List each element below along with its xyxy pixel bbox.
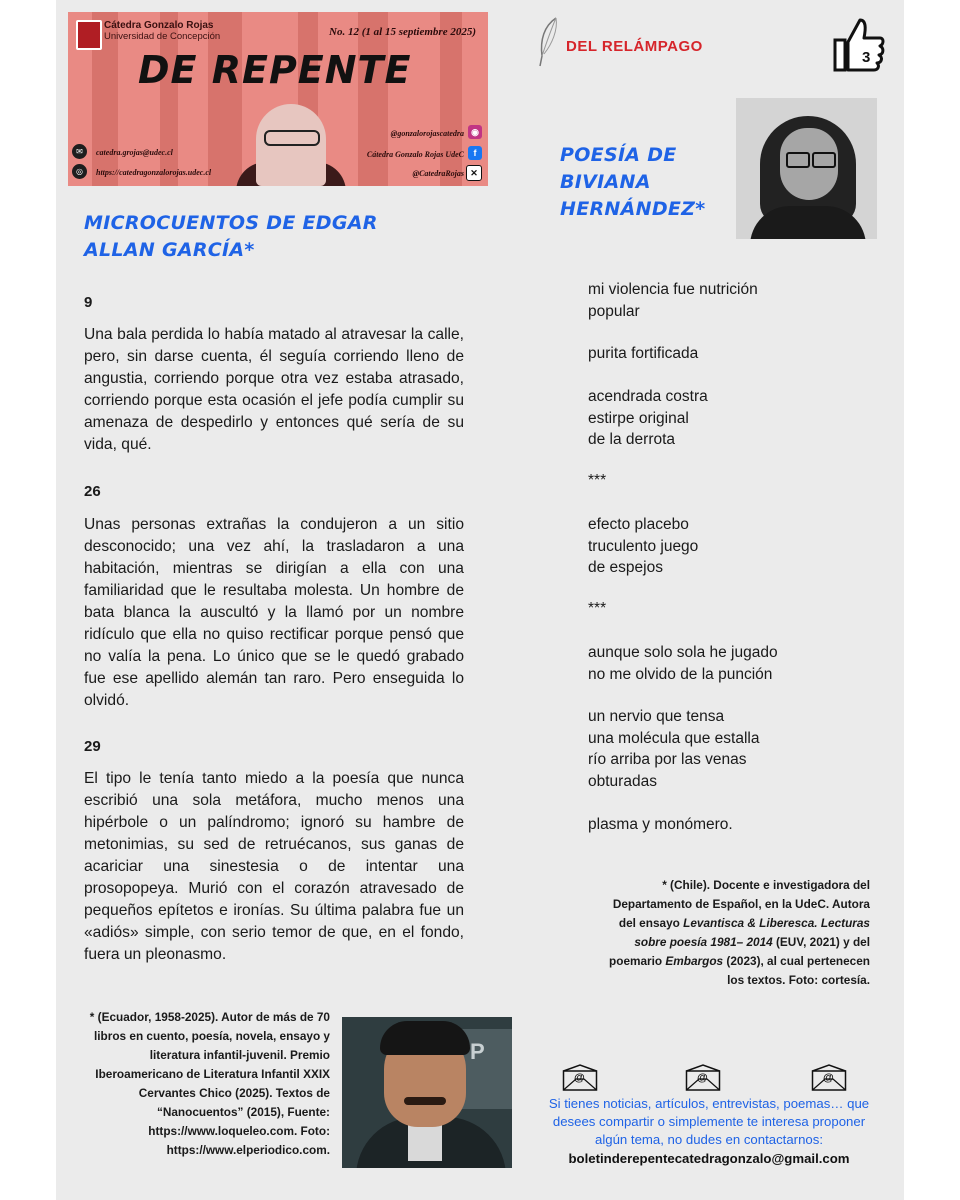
globe-icon: ◎ xyxy=(72,164,87,179)
section-label: DEL RELÁMPAGO xyxy=(566,38,703,55)
note-line: * (Chile). Docente e investigadora del xyxy=(662,878,870,892)
portrait-glasses xyxy=(264,130,320,146)
tree-trunk xyxy=(358,12,388,186)
contact-invitation: Si tienes noticias, artículos, entrevistas, poemas… que desees compartir o simplemente te interesa proponer algún tema, no dudes en contactarnos: xyxy=(548,1096,870,1147)
story-text: El tipo le tenía tanto miedo a la poesía que nunca escribió una sola metáfora, mucho menos una hipérbole o un palíndromo; ignoró su hambre de metonimias, su sed de retruécanos, sus ganas de acariciar una sinestesia o de intentar una prosopopeya. Murió con el corazón atravesado de pequeños epítetos e ironías. Su última palabra fue un «adiós» simple, con serio temor de que, en el fondo, fuera un pleonasmo. xyxy=(84,770,464,963)
mail-icon xyxy=(562,1064,598,1092)
note-line: Departamento de Español, en la UdeC. Autora xyxy=(612,897,870,911)
poem-stanza: mi violencia fue nutrición popular xyxy=(588,281,758,320)
poem-separator: *** xyxy=(588,472,607,489)
title-line: BIVIANA xyxy=(560,171,651,193)
note-book-title: Embargos xyxy=(665,954,724,968)
note-book-title: Levantisca & Liberesca. Lecturas xyxy=(683,916,870,930)
instagram-icon[interactable]: ◉ xyxy=(468,125,482,139)
poem-stanza: efecto placebo truculento juego de espejos xyxy=(588,516,699,576)
note-book-title: sobre poesía 1981– 2014 xyxy=(634,935,773,949)
title-line: POESÍA DE xyxy=(560,144,677,166)
story-number: 9 xyxy=(84,294,93,311)
mail-at-glyph: @ xyxy=(697,1072,708,1084)
story-number: 29 xyxy=(84,738,101,755)
email-icon: ✉ xyxy=(72,144,87,159)
author-photo-garcia xyxy=(342,1017,512,1168)
tree-trunk xyxy=(440,12,462,186)
issue-number: No. 12 (1 al 15 septiembre 2025) xyxy=(329,26,476,38)
photo-mustache xyxy=(404,1097,446,1105)
author-note-garcia: * (Ecuador, 1958-2025). Autor de más de 70 libros en cuento, poesía, novela, ensayo y literatura infantil-juvenil. Premio Iberoamericano de Literatura Infantil XXIX Cervantes Chico (2025). Textos de “Nanocuentos” (2015), Fuente: https://www.loqueleo.com. Foto: https://www.elperiodico.com. xyxy=(89,1010,330,1157)
mail-at-glyph: @ xyxy=(574,1072,585,1084)
note-line: del ensayo xyxy=(618,916,684,930)
photo-backdrop-text: P xyxy=(470,1039,485,1064)
note-line: los textos. Foto: cortesía. xyxy=(727,973,870,987)
header-banner xyxy=(68,12,488,186)
photo-glasses-right xyxy=(812,152,836,168)
note-line: (EUV, 2021) y del xyxy=(772,935,870,949)
institution-name: Cátedra Gonzalo Rojas xyxy=(104,20,214,31)
story-text: Unas personas extrañas la condujeron a un sitio desconocido; una vez ahí, la trasladaron a una habitación, mientras se dirigían a ella con una familiaridad que le resultaba molesta. Un hombre de bata blanca la auscultó y la llamó por un nombre ridículo que ella no quiso rectificar porque pensó que no valía la pena. Lo único que se le quedó grabado fue ese apellido alemán tan raro. Pero enseguida lo olvidó. xyxy=(84,516,464,709)
feather-icon xyxy=(536,16,560,68)
header-email[interactable]: catedra.grojas@udec.cl xyxy=(96,148,173,157)
institution-block xyxy=(104,20,220,42)
story-text: Una bala perdida lo había matado al atravesar la calle, pero, sin darse cuenta, él seguía corriendo lleno de angustia, corriendo porque otra vez estaba atrasado, corriendo porque esta ocasión el jefe podía cumplir su amenaza de despedirlo y entonces qué sería de su vida, qué. xyxy=(84,326,464,453)
bulletin-title: DE REPENTE xyxy=(138,48,412,92)
microcuentos-title xyxy=(84,210,378,264)
story-number: 26 xyxy=(84,483,101,500)
poesia-title xyxy=(560,142,705,223)
mail-icon xyxy=(685,1064,721,1092)
contact-email[interactable]: boletinderepentecatedragonzalo@gmail.com xyxy=(568,1151,850,1166)
header-facebook[interactable]: Cátedra Gonzalo Rojas UdeC xyxy=(366,150,464,159)
title-line: MICROCUENTOS DE EDGAR xyxy=(84,212,378,234)
poem-stanza: aunque solo sola he jugado no me olvido de la punción xyxy=(588,644,778,683)
poem-stanza: acendrada costra estirpe original de la derrota xyxy=(588,388,708,448)
title-line: HERNÁNDEZ* xyxy=(560,198,706,220)
photo-glasses-left xyxy=(786,152,810,168)
thumbs-up-icon xyxy=(832,16,886,72)
author-photo-hernandez xyxy=(736,98,877,239)
poem-stanza: plasma y monómero. xyxy=(588,816,733,833)
poem-stanza: purita fortificada xyxy=(588,345,699,362)
poem-separator: *** xyxy=(588,600,607,617)
mail-at-glyph: @ xyxy=(823,1072,834,1084)
university-name: Universidad de Concepción xyxy=(104,31,221,42)
poem-stanza: un nervio que tensa una molécula que estalla río arriba por las venas obturadas xyxy=(588,708,760,790)
university-logo xyxy=(76,20,102,50)
mail-icon xyxy=(811,1064,847,1092)
header-x[interactable]: @CatedraRojas xyxy=(412,169,464,178)
author-note-hernandez xyxy=(548,876,870,990)
header-instagram[interactable]: @gonzalorojascatedra xyxy=(390,129,464,138)
x-icon[interactable]: ✕ xyxy=(466,165,482,181)
facebook-icon[interactable]: f xyxy=(468,146,482,160)
photo-shirt xyxy=(408,1121,442,1161)
note-line: (2023), al cual pertenecen xyxy=(723,954,870,968)
photo-hair xyxy=(380,1021,470,1055)
header-website[interactable]: https://catedragonzalorojas.udec.cl xyxy=(96,168,212,177)
page-number: 3 xyxy=(862,49,871,66)
note-line: poemario xyxy=(609,954,666,968)
title-line: ALLAN GARCÍA* xyxy=(84,239,255,261)
